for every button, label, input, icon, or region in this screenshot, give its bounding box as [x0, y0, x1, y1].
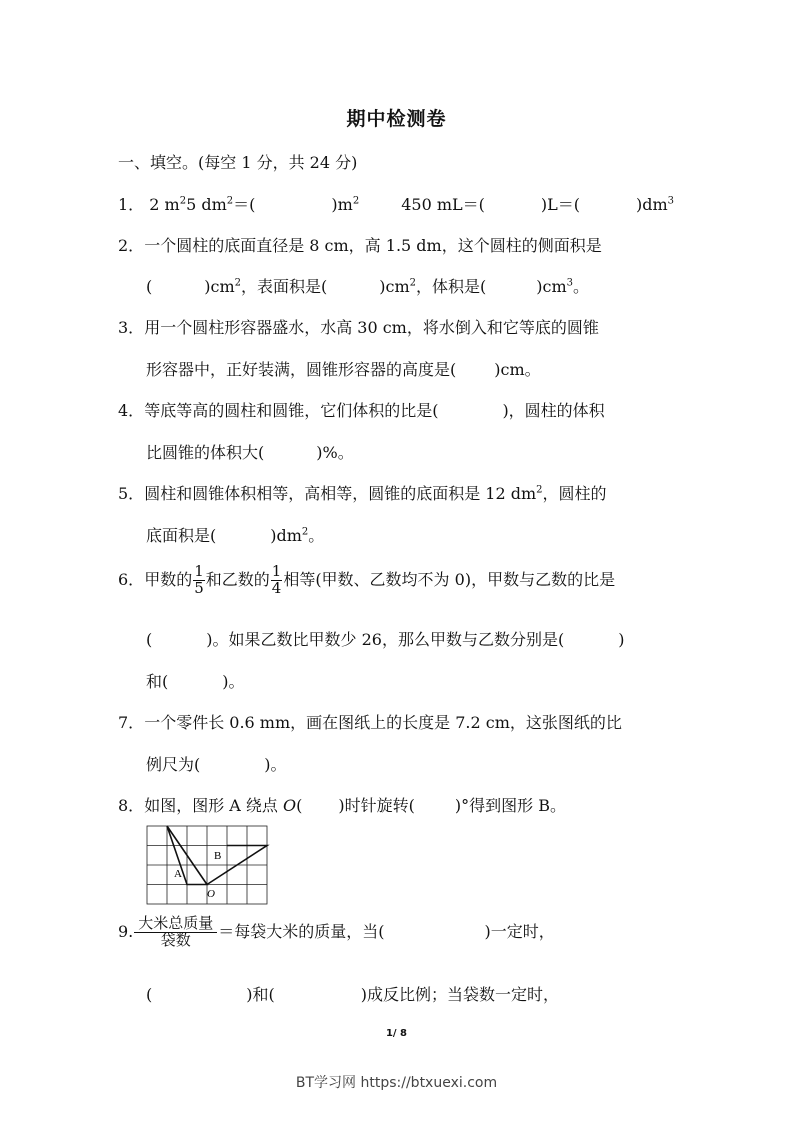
- question-3: 3．用一个圆柱形容器盛水，水高 30 cm，将水倒入和它等底的圆锥: [118, 315, 599, 338]
- question-1: 1． 2 $m^25$ $dm^2=$( )$m^2$ 450 mL＝( )L＝( )$dm^3$: [118, 192, 674, 215]
- question-6-line-2: ( )。如果乙数比甲数少 26，那么甲数与乙数分别是( ): [146, 630, 625, 649]
- question-number: 1．: [118, 195, 145, 214]
- question-number: 9.: [118, 921, 134, 941]
- grid-diagram: [146, 825, 270, 905]
- rotation-figure: [146, 825, 270, 909]
- question-number: 6．: [118, 569, 145, 589]
- question-number: 2．: [118, 236, 145, 255]
- question-9: 9. $\frac{\text{大米总质量}}{\text{袋数}}$ ＝每袋大米的质量，当( )一定时，: [118, 914, 555, 949]
- question-2: 2．一个圆柱的底面直径是 8 cm，高 1.5 dm，这个圆柱的侧面积是: [118, 233, 602, 256]
- fraction-one-quarter: $\frac{1}{4}$: [271, 562, 282, 597]
- question-9-line-2: ( )和( )成反比例；当袋数一定时，: [146, 985, 559, 1004]
- label-o: O: [207, 888, 215, 900]
- question-number: 4．: [118, 401, 145, 420]
- question-3-line-2: 形容器中，正好装满，圆锥形容器的高度是( )cm。: [146, 360, 541, 379]
- label-a: A: [174, 868, 182, 880]
- question-7: 7．一个零件长 0.6 mm，画在图纸上的长度是 7.2 cm，这张图纸的比: [118, 710, 622, 733]
- question-8: 8．如图，图形 A 绕点 O( )时针旋转( )°得到图形 B。: [118, 793, 566, 816]
- fraction-one-fifth: $\frac{1}{5}$: [194, 562, 204, 597]
- question-4-line-2: 比圆锥的体积大( )%。: [146, 443, 354, 462]
- page-number: 1/ 8: [385, 1028, 408, 1039]
- question-7-line-2: 例尺为( )。: [146, 755, 287, 774]
- question-2-line-2: ( )$cm^2$，表面积是( )$cm^2$，体积是( )$cm^3$。: [146, 277, 590, 296]
- question-4: 4．等底等高的圆柱和圆锥，它们体积的比是( )，圆柱的体积: [118, 398, 605, 421]
- question-5-line-2: 底面积是( )$dm^2$。: [146, 526, 325, 545]
- site-footer: BT学习网 https://btxuexi.com: [295, 1075, 498, 1091]
- section-heading: 一、填空。(每空 1 分，共 24 分): [118, 153, 358, 172]
- question-6: 6．甲数的 $\frac{1}{5}$ 和乙数的 $\frac{1}{4}$ 相等(甲数、乙数均不为 0)，甲数与乙数的比是: [118, 562, 616, 597]
- question-number: 7．: [118, 713, 145, 732]
- question-6-line-3: 和( )。: [146, 672, 245, 691]
- question-5: 5．圆柱和圆锥体积相等，高相等，圆锥的底面积是 12 $dm^2$，圆柱的: [118, 481, 607, 504]
- question-number: 5．: [118, 484, 145, 503]
- label-b: B: [214, 850, 222, 862]
- question-number: 3．: [118, 318, 145, 337]
- question-number: 8．: [118, 796, 145, 815]
- page-title: 期中检测卷: [346, 108, 447, 130]
- fraction-rice-per-bag: $\frac{\text{大米总质量}}{\text{袋数}}$: [134, 916, 217, 949]
